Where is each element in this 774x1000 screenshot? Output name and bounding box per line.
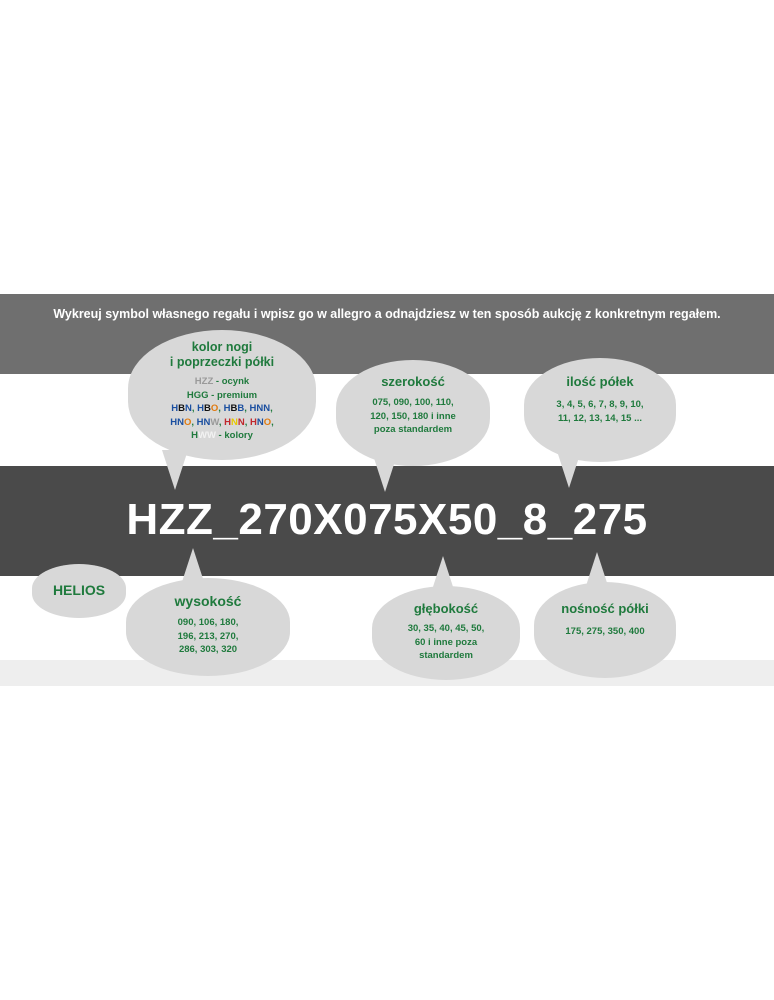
callout-helios-title: HELIOS — [52, 582, 106, 598]
kolor-row-4: HWW - kolory — [191, 430, 253, 441]
callout-ilosc-body — [524, 398, 676, 425]
callout-szerokosc — [336, 360, 490, 466]
product-code: HZZ_270X075X50_8_275 — [126, 495, 648, 544]
wysokosc-line-3: 286, 303, 320 — [178, 644, 238, 655]
callout-nosnosc-body: 175, 275, 350, 400 — [565, 626, 645, 637]
callout-helios — [32, 564, 126, 618]
szerokosc-line-2: 120, 150, 180 i inne — [370, 410, 456, 422]
szerokosc-line-1: 075, 090, 100, 110, — [372, 397, 454, 408]
kolor-row-1: HGG - premium — [186, 389, 258, 401]
callout-glebokosc-title: głębokość — [413, 601, 479, 616]
callout-nosnosc-polki — [534, 582, 676, 678]
glebokosc-line-3: standardem — [419, 650, 473, 661]
glebokosc-line-1: 30, 35, 40, 45, 50, — [407, 623, 485, 634]
callout-ilosc-polek — [524, 358, 676, 462]
callout-glebokosc-body — [372, 622, 520, 663]
callout-nosnosc-title: nośność półki — [561, 601, 649, 616]
kolor-row-2: HBN, HBO, HBB, HNN, — [171, 403, 273, 414]
callout-wysokosc-title: wysokość — [174, 593, 242, 609]
page-title: Wykreuj symbol własnego regału i wpisz go w allegro a odnajdziesz w ten sposób aukcję z konkretnym regałem. — [53, 307, 721, 321]
callout-kolor-title-line1: kolor nogi — [191, 340, 253, 354]
wysokosc-line-1: 090, 106, 180, — [177, 617, 239, 628]
callout-wysokosc-body — [126, 616, 290, 657]
glebokosc-line-2: 60 i inne poza — [414, 636, 478, 648]
ilosc-line-1: 3, 4, 5, 6, 7, 8, 9, 10, — [556, 399, 644, 410]
kolor-row-0: HZZ - ocynk — [194, 376, 250, 387]
callout-wysokosc — [126, 578, 290, 676]
callout-tail-kolor — [162, 450, 188, 490]
callout-kolor-rows — [128, 375, 316, 443]
ilosc-line-2: 11, 12, 13, 14, 15 ... — [558, 412, 642, 424]
callout-ilosc-title: ilość półek — [566, 374, 634, 389]
callout-szerokosc-title: szerokość — [381, 374, 445, 389]
callout-kolor-title-line2: i poprzeczki półki — [169, 355, 275, 369]
kolor-row-3: HNO, HNW, HNN, HNO, — [170, 416, 274, 428]
wysokosc-line-2: 196, 213, 270, — [177, 630, 239, 642]
callout-kolor-nogi — [128, 330, 316, 460]
callout-szerokosc-body — [336, 396, 490, 437]
szerokosc-line-3: poza standardem — [373, 424, 453, 435]
callout-glebokosc — [372, 586, 520, 680]
